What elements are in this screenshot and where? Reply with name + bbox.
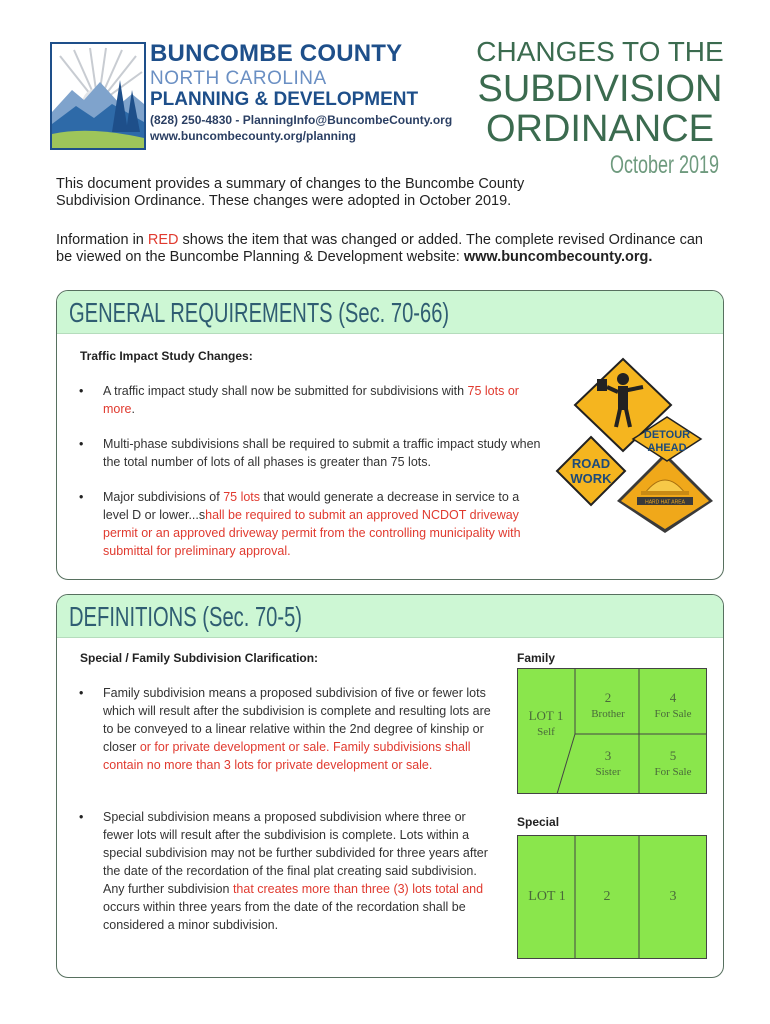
section-subhead: Traffic Impact Study Changes: bbox=[80, 349, 253, 363]
family-lot3-label: 3 bbox=[604, 748, 612, 763]
road-work-text-1: ROAD bbox=[571, 456, 611, 471]
road-work-text-2: WORK bbox=[570, 471, 612, 486]
special-lot-diagram bbox=[517, 835, 707, 959]
family-lot5-label: 5 bbox=[669, 748, 677, 763]
special-lot1-label: LOT 1 bbox=[528, 889, 566, 904]
org-website: www.buncombecounty.org/planning bbox=[150, 129, 356, 143]
list-item: • A traffic impact study shall now be submitted for subdivisions with 75 lots or more. bbox=[79, 384, 519, 416]
section-subhead: Special / Family Subdivision Clarification: bbox=[80, 651, 319, 665]
list-item: • Major subdivisions of 75 lots that would generate a decrease in service to a level D or lower...shall be required to submit an approved NCDOT driveway permit or an approved driveway permit from the controlling municipality with submittal for preliminary approval. bbox=[79, 490, 521, 558]
org-department: PLANNING & DEVELOPMENT bbox=[150, 89, 419, 110]
family-lot5-sub: For Sale bbox=[654, 766, 692, 778]
family-lot2-sub: Brother bbox=[591, 708, 625, 720]
intro-paragraph-1: This document provides a summary of changes to the Buncombe County Subdivision Ordinance. These changes were adopted in October 2019. bbox=[56, 176, 525, 209]
family-lot-diagram bbox=[517, 668, 707, 794]
detour-text-2: AHEAD bbox=[647, 442, 687, 454]
traffic-signs-illustration bbox=[553, 357, 723, 533]
family-lot3-sub: Sister bbox=[595, 766, 621, 778]
list-item: • Special subdivision means a proposed subdivision where three or fewer lots will result after the subdivision is complete. Lots within a special subdivision may not be further subdivided for three years after the date of the recordation of the final plat creating said subdivision. Any further subdivision that creates more than three (3) lots total and occurs within three years from the date of the recordation shall be considered a minor subdivision. bbox=[79, 810, 488, 932]
hard-hat-text: HARD HAT AREA bbox=[645, 499, 685, 506]
special-lot3-label: 3 bbox=[669, 889, 677, 904]
org-state: NORTH CAROLINA bbox=[150, 68, 327, 89]
family-lot1-sub: Self bbox=[537, 726, 555, 738]
family-lot1-label: LOT 1 bbox=[528, 708, 564, 723]
county-logo bbox=[50, 42, 146, 150]
org-contact: (828) 250-4830 - PlanningInfo@BuncombeCounty.org bbox=[150, 113, 453, 127]
section-title: DEFINITIONS (Sec. 70-5) bbox=[69, 601, 303, 632]
section-header bbox=[57, 291, 723, 334]
special-lot2-label: 2 bbox=[603, 889, 611, 904]
general-requirements-section bbox=[56, 290, 724, 580]
family-lot2-label: 2 bbox=[604, 690, 612, 705]
doc-date: October 2019 bbox=[610, 151, 720, 179]
org-name: BUNCOMBE COUNTY bbox=[150, 40, 403, 67]
list-item: • Multi-phase subdivisions shall be required to submit a traffic impact study when the total number of lots of all phases is greater than 75 lots. bbox=[79, 437, 541, 469]
hard-hat-sign-icon bbox=[617, 453, 713, 533]
website-link[interactable]: www.buncombecounty.org. bbox=[463, 249, 653, 265]
detour-text-1: DETOUR bbox=[643, 429, 691, 441]
family-lot4-sub: For Sale bbox=[654, 708, 692, 720]
special-figure-label: Special bbox=[517, 815, 560, 829]
doc-title-line1: CHANGES TO THE bbox=[476, 36, 724, 67]
list-item: • Family subdivision means a proposed subdivision of five or fewer lots which will result after the subdivision is complete and resulting lots are to be conveyed to a linear relative within the 2nd degree of kinship or closer or for private development or sale. Family subdivisions shall contain no more than 3 lots for private development or sale. bbox=[79, 686, 491, 772]
intro-paragraph-2: Information in RED shows the item that was changed or added. The complete revised Ordinance can be viewed on the Buncombe Planning & Development website: www.buncombecounty.org. bbox=[56, 232, 703, 265]
family-figure-label: Family bbox=[517, 651, 556, 665]
doc-title-line2: SUBDIVISION bbox=[477, 68, 723, 110]
family-lot4-label: 4 bbox=[669, 690, 677, 705]
doc-title-line3: ORDINANCE bbox=[485, 108, 715, 150]
section-title: GENERAL REQUIREMENTS (Sec. 70-66) bbox=[69, 297, 450, 328]
section-header bbox=[57, 595, 723, 638]
definitions-section bbox=[56, 594, 724, 978]
road-work-sign-icon bbox=[557, 437, 625, 505]
